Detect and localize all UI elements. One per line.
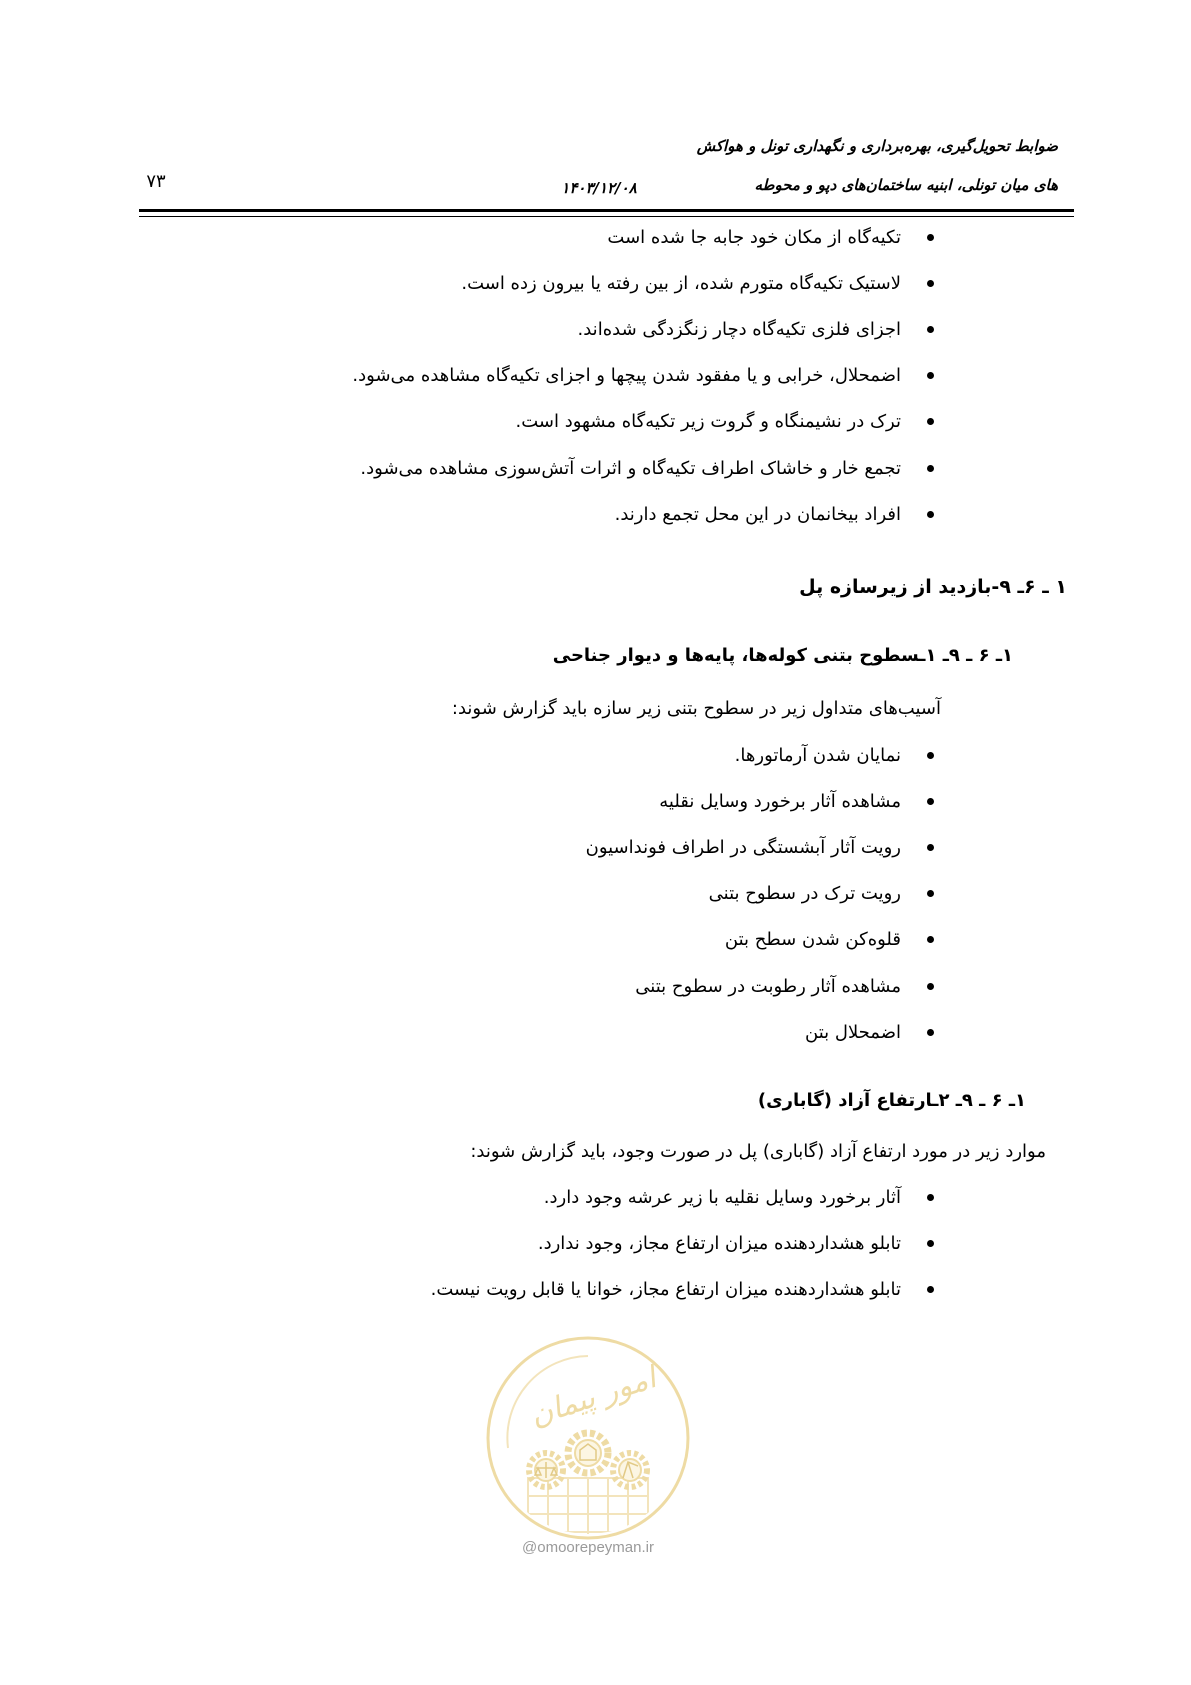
bullet-icon [927,844,934,851]
bullet-icon [927,1240,934,1247]
list-item [586,963,934,1009]
list-item [431,1266,934,1312]
list-item-text: ترک در نشیمنگاه و گروت زیر تکیه‌گاه مشهود است. [515,411,901,433]
list-item [586,1009,934,1055]
bearing-defects-list [352,214,934,537]
concrete-defects-list [586,732,934,1055]
list-item [586,871,934,917]
list-item-text: رویت آثار آبشستگی در اطراف فونداسیون [585,836,901,858]
bullet-icon [927,798,934,805]
list-item-text: آثار برخورد وسایل نقلیه با زیر عرشه وجود دارد. [543,1186,901,1208]
list-item-text: رویت ترک در سطوح بتنی [708,883,901,905]
list-item-text: تکیه‌گاه از مکان خود جابه جا شده است [607,226,901,248]
list-item [352,491,934,537]
list-item-text: افراد بیخانمان در این محل تجمع دارند. [614,503,901,525]
list-item [586,917,934,963]
list-item-text: لاستیک تکیه‌گاه متورم شده، از بین رفته یا بیرون زده است. [461,272,901,294]
list-item-text: نمایان شدن آرماتورها. [734,744,901,766]
list-item-text: قلوه‌کن شدن سطح بتن [724,929,901,951]
running-header-subtitle: های میان تونلی، ابنیه ساختمان‌های دپو و محوطه [754,176,1058,194]
header-date: ۱۴۰۳/۱۲/۰۸ [561,179,637,197]
list-item [431,1220,934,1266]
gear-icon [529,1453,563,1487]
bullet-icon [927,1286,934,1293]
paragraph: آسیب‌های متداول زیر در سطوح بتنی زیر سازه باید گزارش شوند: [451,698,941,719]
watermark-logo [478,1328,698,1548]
list-item-text: مشاهده آثار رطوبت در سطوح بتنی [635,975,901,997]
page-number: ۷۳ [146,171,166,192]
bullet-icon [927,1029,934,1036]
bullet-icon [927,326,934,333]
header-rule-thick [139,209,1074,212]
bullet-icon [927,752,934,759]
list-item [586,824,934,870]
list-item [352,445,934,491]
bullet-icon [927,511,934,518]
list-item [352,399,934,445]
list-item-text: تجمع خار و خاشاک اطراف تکیه‌گاه و اثرات آتش‌سوزی مشاهده می‌شود. [360,457,901,479]
list-item [352,306,934,352]
list-item-text: مشاهده آثار برخورد وسایل نقلیه [659,790,901,812]
bullet-icon [927,936,934,943]
bullet-icon [927,890,934,897]
paragraph: موارد زیر در مورد ارتفاع آزاد (گاباری) پل در صورت وجود، باید گزارش شوند: [470,1141,1046,1162]
watermark-logo-text: امور پیمان [525,1360,661,1434]
bullet-icon [927,983,934,990]
gear-icon [568,1433,608,1473]
list-item [431,1174,934,1220]
list-item-text: اضمحلال، خرابی و یا مفقود شدن پیچها و اجزای تکیه‌گاه مشاهده می‌شود. [352,365,901,387]
bullet-icon [927,1194,934,1201]
list-item-text: تابلو هشداردهنده میزان ارتفاع مجاز، وجود ندارد. [537,1232,901,1254]
bullet-icon [927,280,934,287]
list-item [352,214,934,260]
list-item-text: اجزای فلزی تکیه‌گاه دچار زنگزدگی شده‌اند. [577,318,901,340]
gear-icon [613,1453,647,1487]
subsection-heading: ۱ـ ۶ ـ ۹ـ ۱ـسطوح بتنی کوله‌ها، پایه‌ها و دیوار جناحی [552,645,1013,666]
bullet-icon [927,372,934,379]
section-heading: ۱ ـ ۶ـ ۹-بازدید از زیرسازه پل [799,576,1067,598]
list-item [586,732,934,778]
list-item-text: اضمحلال بتن [805,1021,901,1043]
subsection-heading: ۱ـ ۶ ـ ۹ـ ۲ـارتفاع آزاد (گاباری) [757,1090,1026,1111]
bullet-icon [927,234,934,241]
list-item [352,260,934,306]
watermark-url: @omoorepeyman.ir [522,1539,654,1556]
list-item [586,778,934,824]
running-header-title: ضوابط تحویل‌گیری، بهره‌برداری و نگهداری تونل و هواکش [696,137,1058,155]
list-item-text: تابلو هشداردهنده میزان ارتفاع مجاز، خوانا یا قابل رویت نیست. [430,1278,901,1300]
clearance-defects-list [431,1174,934,1313]
bullet-icon [927,418,934,425]
list-item [352,353,934,399]
bullet-icon [927,465,934,472]
